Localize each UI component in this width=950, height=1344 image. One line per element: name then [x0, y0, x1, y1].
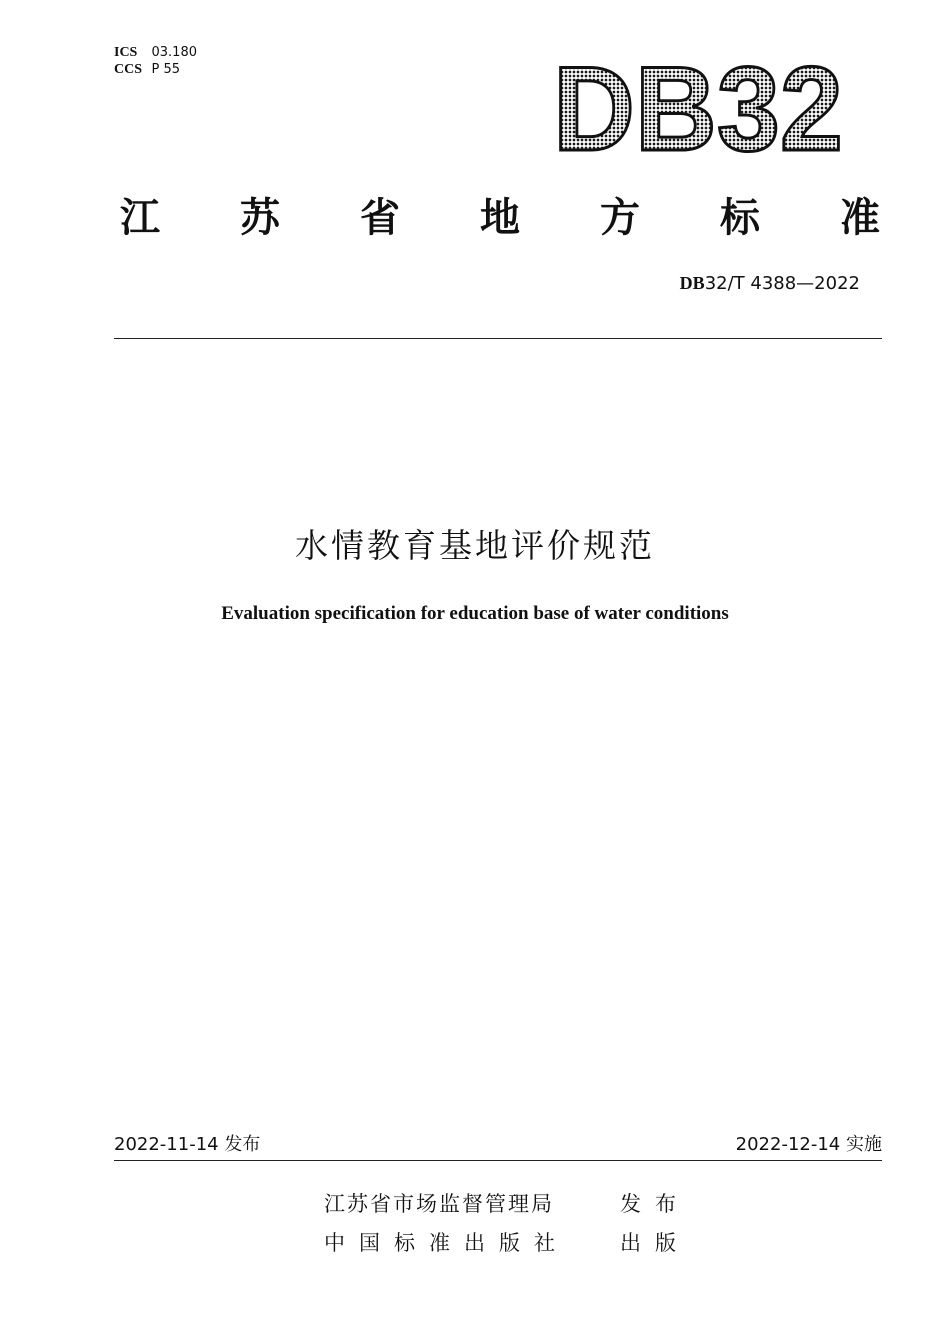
classification-codes: [114, 44, 197, 78]
ccs-label: CCS: [114, 62, 143, 77]
standard-number-rest: 32/T 4388—2022: [704, 273, 860, 294]
header-divider: [114, 338, 882, 339]
ccs-line: [114, 61, 197, 78]
db32-logo: [548, 50, 848, 160]
type-char: 标: [720, 195, 760, 241]
type-char: 地: [480, 195, 520, 241]
type-char: 方: [600, 195, 640, 241]
ics-label: ICS: [114, 45, 138, 60]
publisher-org: 江苏省市场监督管理局: [324, 1192, 554, 1216]
standard-number-prefix: DB: [679, 273, 705, 293]
type-char: 江: [120, 195, 160, 241]
ics-line: [114, 44, 197, 61]
type-char: 苏: [240, 195, 280, 241]
standard-type-title: [120, 186, 880, 243]
document-title-en: Evaluation specification for education base of water conditions: [221, 603, 729, 624]
publisher-action: 发布: [620, 1192, 690, 1216]
type-char: 准: [840, 195, 880, 241]
type-char: 省: [360, 195, 400, 241]
logo-text: DB32: [553, 50, 843, 160]
issue-date: 2022-11-14 发布: [114, 1134, 261, 1155]
publisher-org: 中国标准出版社: [324, 1231, 569, 1255]
document-title-zh: 水情教育基地评价规范: [295, 526, 655, 565]
standard-number: [680, 273, 860, 294]
footer-divider: [114, 1160, 882, 1161]
publisher-row: [324, 1227, 690, 1257]
implementation-date: 2022-12-14 实施: [735, 1134, 882, 1155]
publisher-row: [324, 1188, 690, 1218]
ics-value: 03.180: [151, 45, 197, 60]
publisher-action: 出版: [620, 1231, 690, 1255]
ccs-value: P 55: [151, 62, 181, 77]
